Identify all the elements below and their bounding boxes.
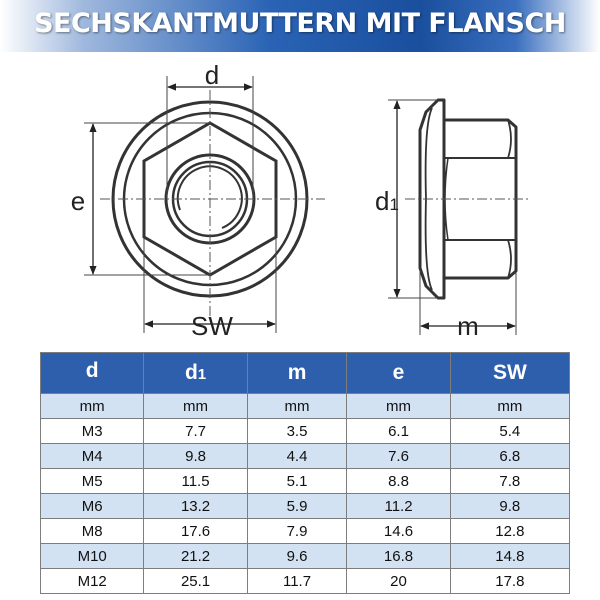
table-cell: M12 <box>41 569 144 594</box>
table-cell: 7.7 <box>144 419 247 444</box>
table-cell: 9.8 <box>144 444 247 469</box>
table-cell: 7.6 <box>347 444 450 469</box>
table-cell: 6.8 <box>450 444 569 469</box>
table-row <box>41 394 570 419</box>
side-view <box>375 100 528 341</box>
table-cell: 8.8 <box>347 469 450 494</box>
label-d: d <box>204 60 220 90</box>
table-cell: 5.9 <box>247 494 347 519</box>
table-cell: 14.8 <box>450 544 569 569</box>
table-cell: 14.6 <box>347 519 450 544</box>
table-cell: 13.2 <box>144 494 247 519</box>
table-cell: 7.9 <box>247 519 347 544</box>
table-cell: M6 <box>41 494 144 519</box>
table-cell: 11.7 <box>247 569 347 594</box>
table-row <box>41 444 570 469</box>
technical-drawing <box>0 52 600 350</box>
table-cell: mm <box>41 394 144 419</box>
label-d1: d1 <box>375 186 399 216</box>
table-cell: 7.8 <box>450 469 569 494</box>
col-header-d1: d1 <box>144 353 247 394</box>
table-cell: 4.4 <box>247 444 347 469</box>
table-cell: mm <box>144 394 247 419</box>
table-cell: M10 <box>41 544 144 569</box>
table-cell: mm <box>347 394 450 419</box>
col-header-m: m <box>247 353 347 394</box>
col-header-d: d <box>41 353 144 394</box>
table-cell: 5.1 <box>247 469 347 494</box>
dimensions-table <box>40 352 570 594</box>
table-cell: 9.8 <box>450 494 569 519</box>
table-row <box>41 469 570 494</box>
table-cell: 11.5 <box>144 469 247 494</box>
label-e: e <box>70 186 86 216</box>
col-header-e: e <box>347 353 450 394</box>
table-cell: 17.8 <box>450 569 569 594</box>
table-cell: 11.2 <box>347 494 450 519</box>
table-cell: 12.8 <box>450 519 569 544</box>
table-header-row <box>41 353 570 394</box>
table-cell: 17.6 <box>144 519 247 544</box>
table-row <box>41 494 570 519</box>
table-cell: 16.8 <box>347 544 450 569</box>
label-sw: SW <box>191 311 233 341</box>
table-cell: M8 <box>41 519 144 544</box>
table-cell: 21.2 <box>144 544 247 569</box>
title-banner <box>0 0 600 52</box>
page-title: SECHSKANTMUTTERN MIT FLANSCH <box>34 8 566 39</box>
table-cell: M4 <box>41 444 144 469</box>
table-cell: mm <box>450 394 569 419</box>
table-cell: M3 <box>41 419 144 444</box>
table-cell: 5.4 <box>450 419 569 444</box>
table-cell: 25.1 <box>144 569 247 594</box>
table-cell: M5 <box>41 469 144 494</box>
table-cell: 9.6 <box>247 544 347 569</box>
table-row <box>41 569 570 594</box>
table-row <box>41 419 570 444</box>
table-row <box>41 519 570 544</box>
label-m: m <box>457 311 479 341</box>
table-cell: 6.1 <box>347 419 450 444</box>
col-header-sw: SW <box>450 353 569 394</box>
table-row <box>41 544 570 569</box>
table-cell: 3.5 <box>247 419 347 444</box>
table-cell: 20 <box>347 569 450 594</box>
front-view <box>71 60 325 341</box>
table-cell: mm <box>247 394 347 419</box>
